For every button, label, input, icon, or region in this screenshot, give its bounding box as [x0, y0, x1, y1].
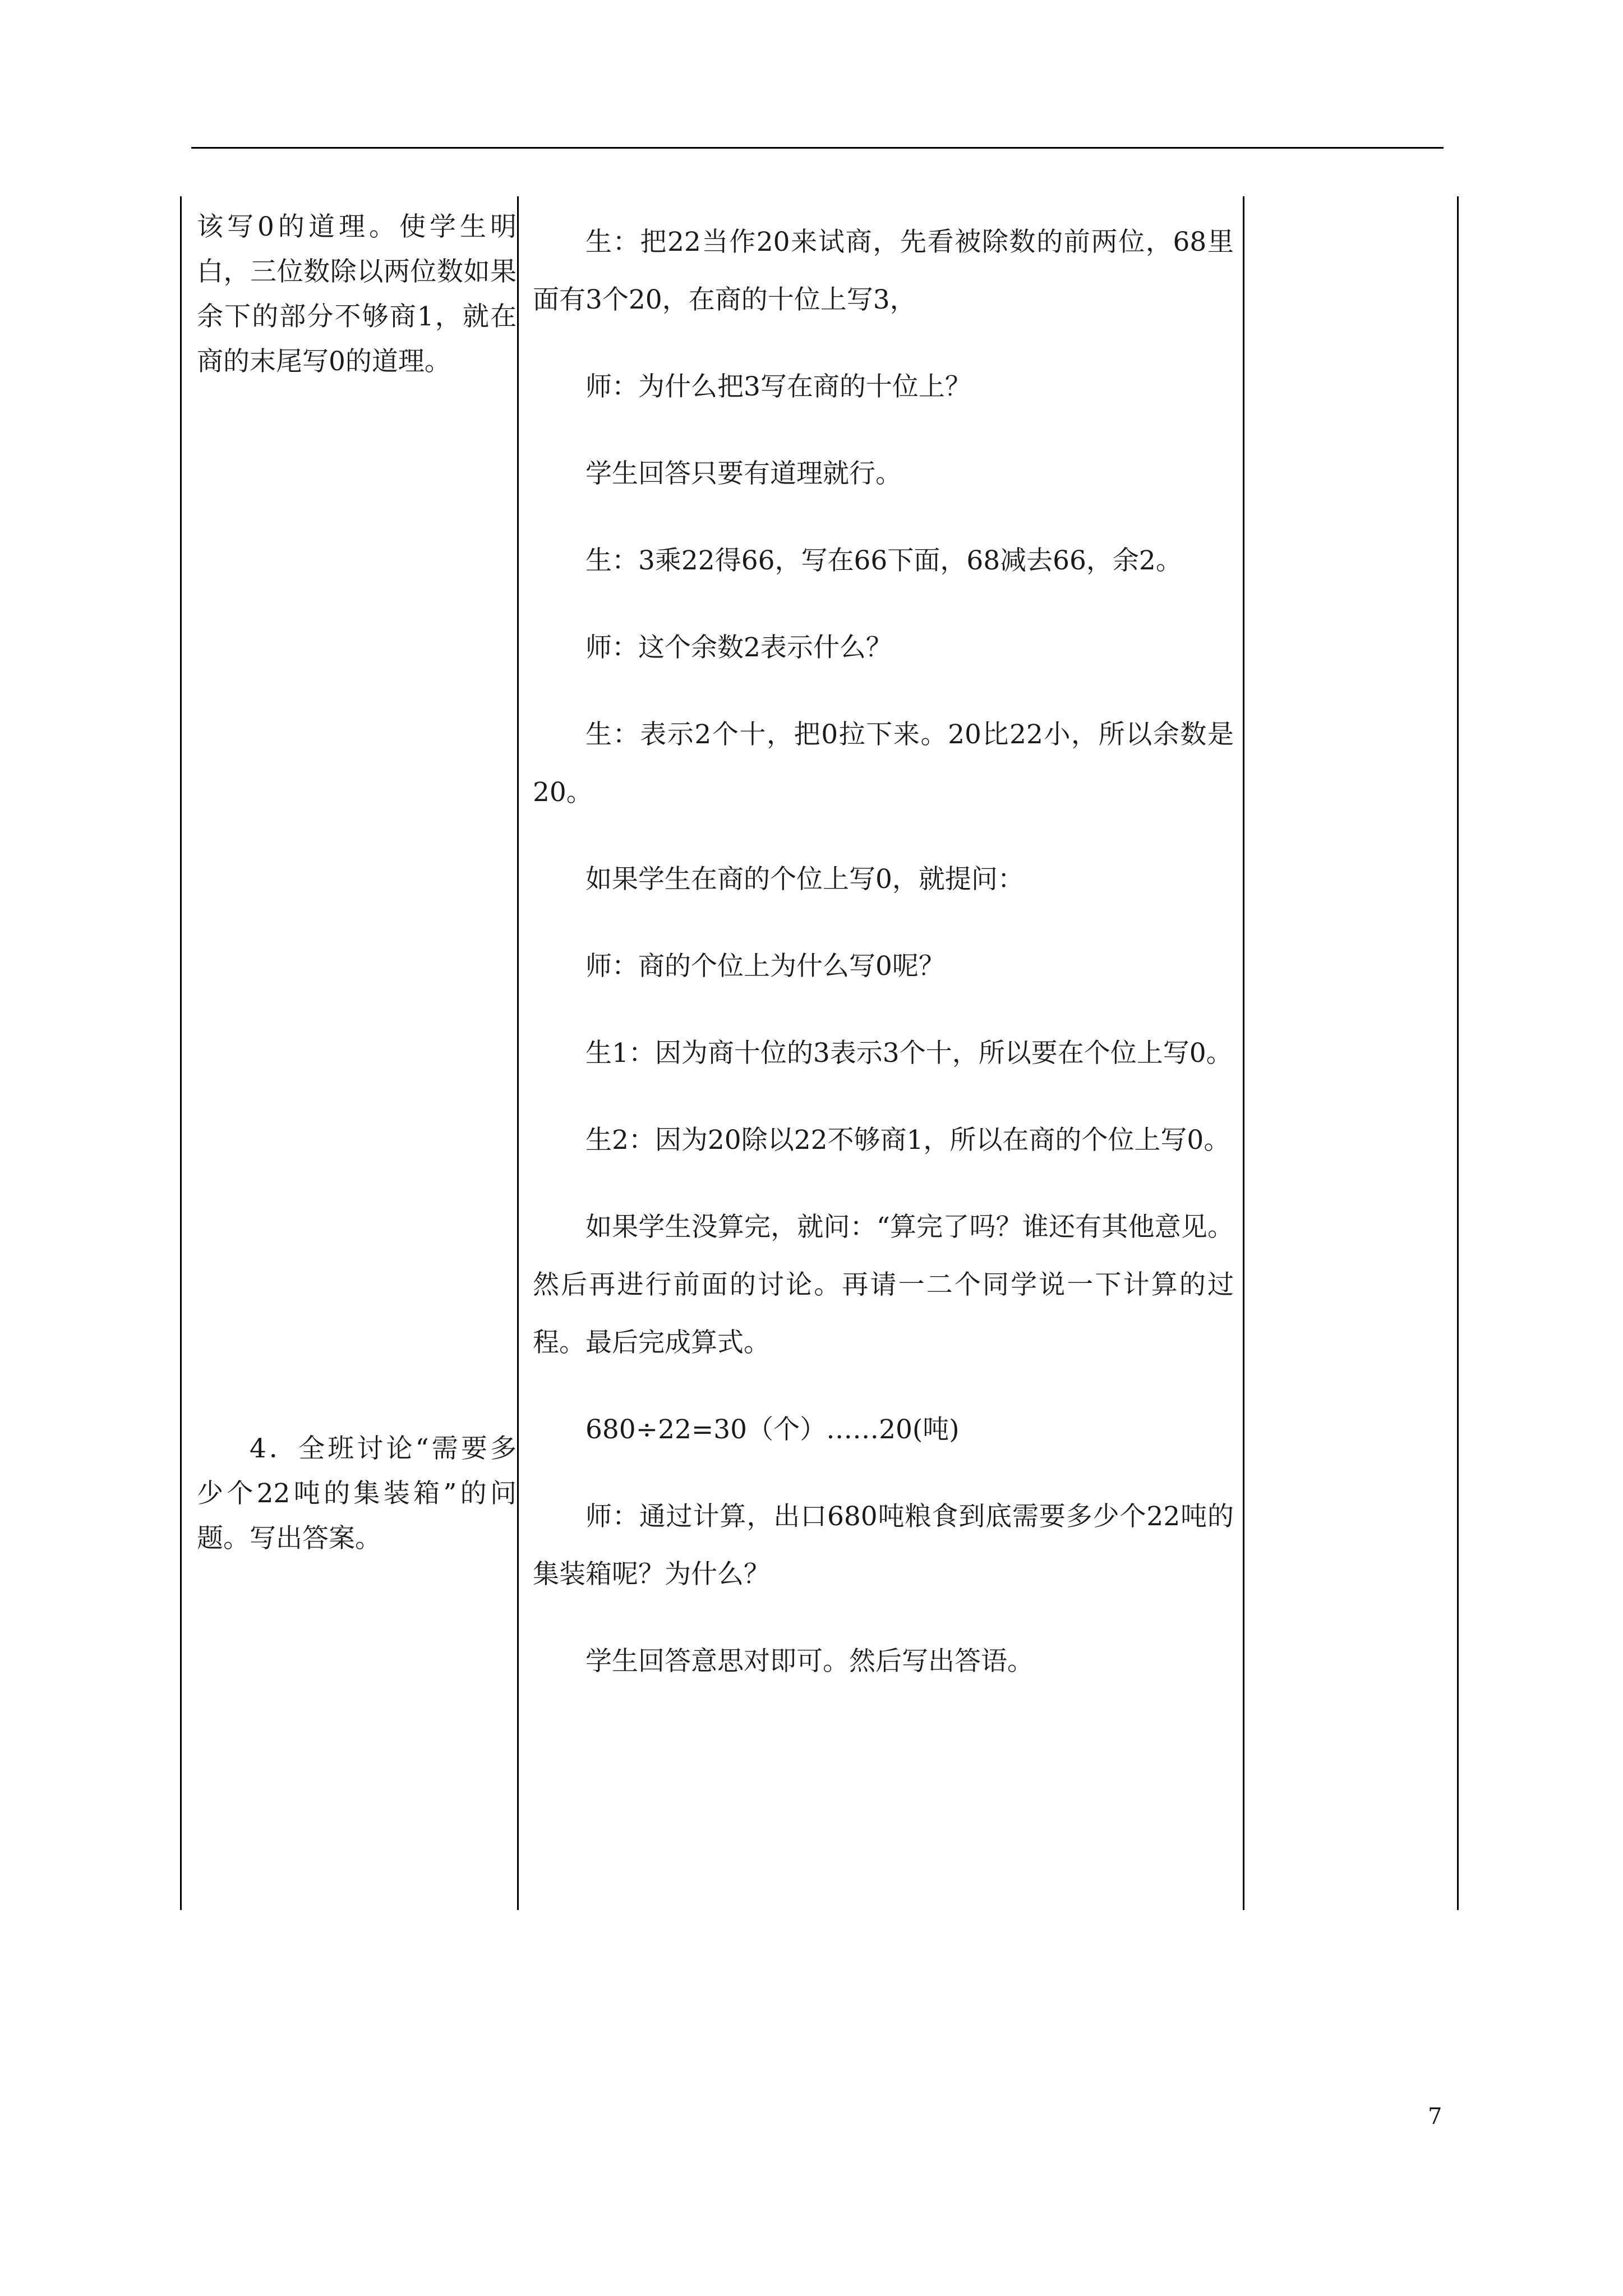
dialogue-line: 生1：因为商十位的3表示3个十，所以要在个位上写0。	[585, 1038, 1233, 1069]
dialogue-line: 生：把22当作20来试商，先看被除数的前两位，68里面有3个20，在商的十位上写3，	[533, 227, 1234, 315]
dialogue-line: 学生回答意思对即可。然后写出答语。	[585, 1646, 1034, 1677]
dialogue-line: 师：商的个位上为什么写0呢？	[585, 951, 945, 982]
dialogue-line: 师：这个余数2表示什么？	[585, 632, 892, 663]
design-intent-note-discussion: 4．全班讨论“需要多少个22吨的集装箱”的问题。写出答案。	[197, 1433, 517, 1554]
equation-line: 680÷22=30（个）……20(吨)	[585, 1414, 960, 1445]
design-intent-note: 该写0的道理。使学生明白，三位数除以两位数如果余下的部分不够商1，就在商的末尾写0的道理。	[197, 211, 517, 377]
dialogue-line: 师：为什么把3写在商的十位上？	[585, 371, 971, 402]
table-border-left	[180, 196, 182, 1910]
page-number: 7	[1428, 2104, 1442, 2129]
table-border-right	[1457, 196, 1459, 1910]
column-divider-2	[1243, 196, 1244, 1910]
design-intent-column	[197, 205, 517, 1561]
column-divider-1	[517, 196, 519, 1910]
dialogue-line: 如果学生在商的个位上写0，就提问：	[585, 864, 1024, 895]
dialogue-line: 生：3乘22得66，写在66下面，68减去66，余2。	[585, 545, 1182, 576]
dialogue-line: 师：通过计算，出口680吨粮食到底需要多少个22吨的集装箱呢？为什么？	[533, 1501, 1234, 1590]
dialogue-line: 学生回答只要有道理就行。	[585, 458, 902, 489]
dialogue-line: 生2：因为20除以22不够商1，所以在商的个位上写0。	[585, 1125, 1230, 1156]
dialogue-line: 生：表示2个十，把0拉下来。20比22小，所以余数是20。	[533, 719, 1234, 808]
dialogue-line: 如果学生没算完，就问：“算完了吗？谁还有其他意见。然后再进行前面的讨论。再请一二个同学说一下计算的过程。最后完成算式。	[533, 1212, 1234, 1358]
header-rule	[191, 147, 1444, 149]
teaching-process-column	[533, 213, 1234, 1719]
